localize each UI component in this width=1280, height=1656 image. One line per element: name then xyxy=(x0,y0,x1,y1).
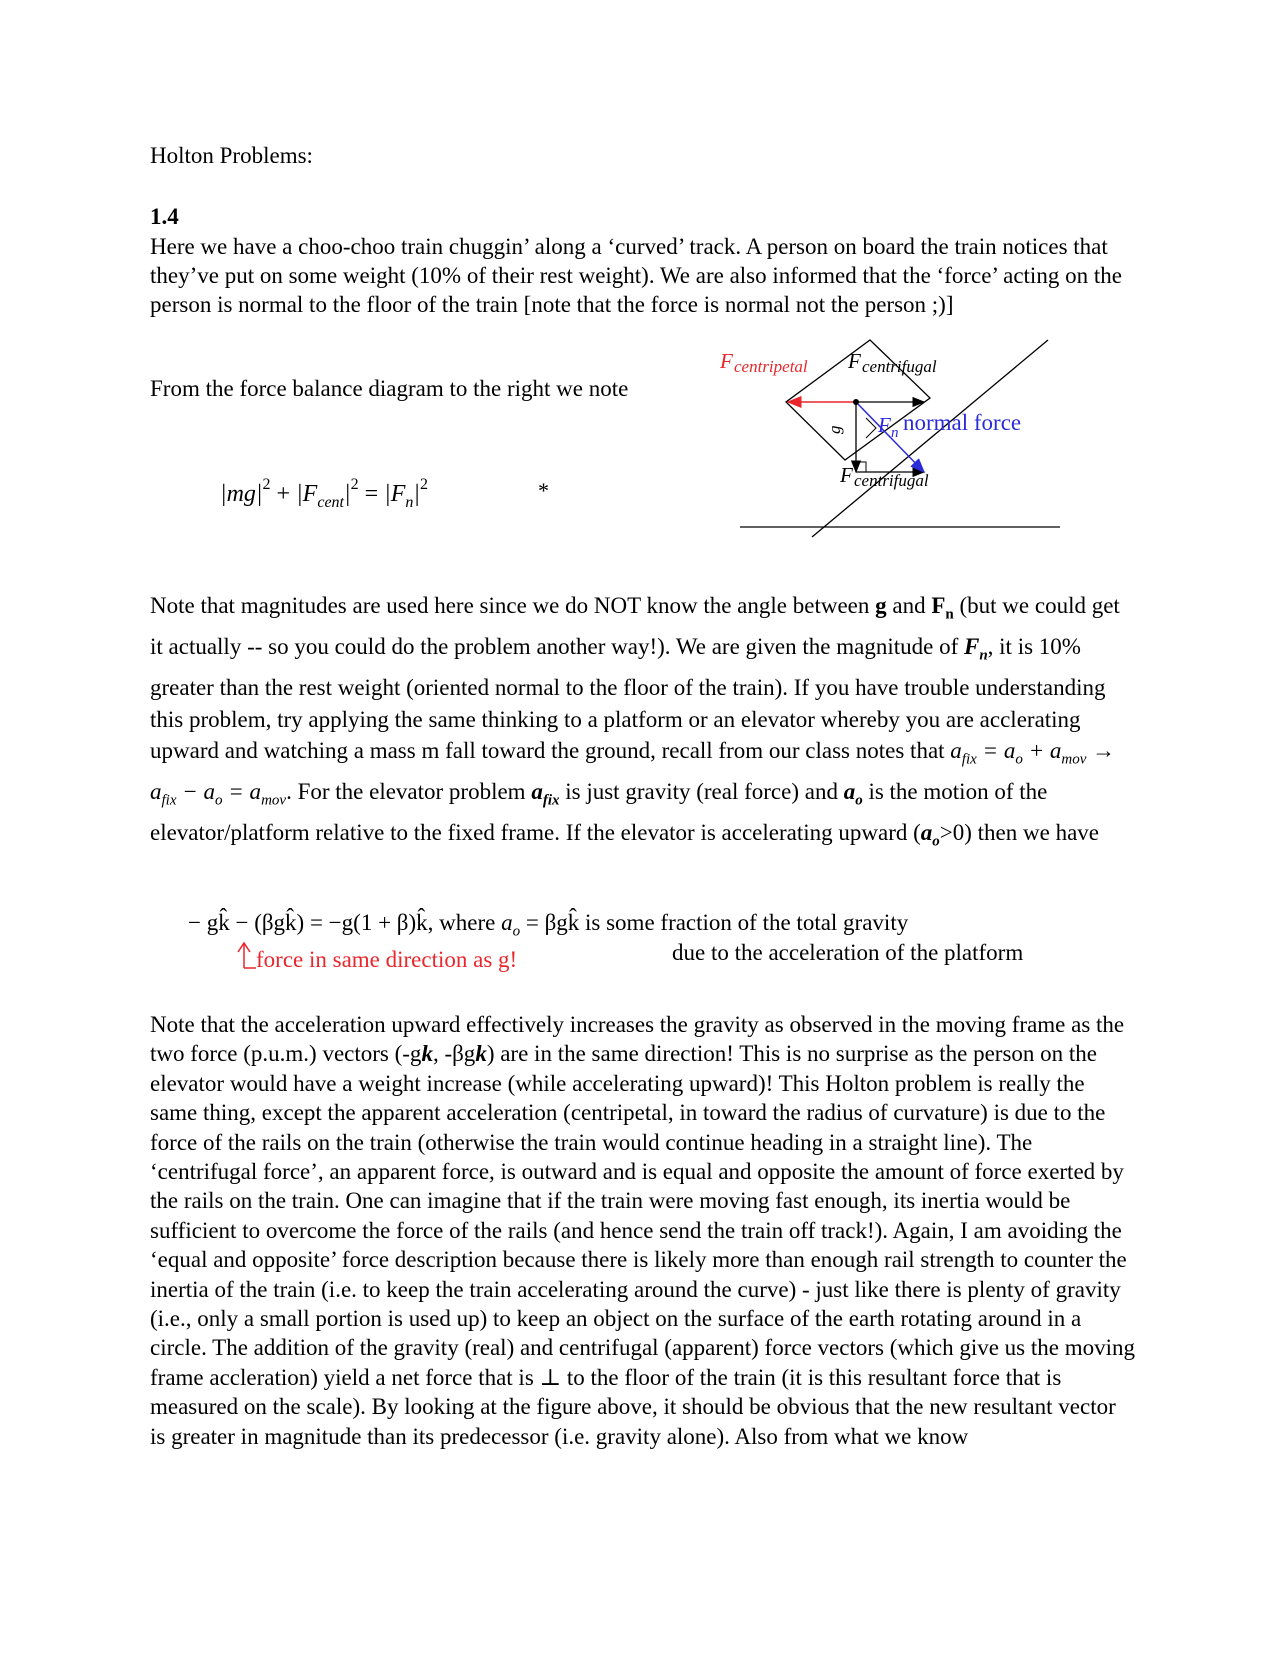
p2-ao-sub: o xyxy=(855,792,863,809)
p3-text-1: Note that the acceleration upward effectively increases the gravity as observed in the moving frame as the two force (p.u.m.) vectors (-g xyxy=(150,1012,1125,1067)
p2-bold-fn: F xyxy=(931,593,946,618)
label-centrifugal-bottom: centrifugal xyxy=(854,471,929,490)
eq2-main: − gk̂ − (βgk̂) = −g(1 + β)k̂, where xyxy=(188,910,502,935)
p2-text-4: . For the elevator problem xyxy=(286,779,532,805)
label-centripetal: centripetal xyxy=(734,357,808,376)
p2-text-and: and xyxy=(886,593,932,618)
label-gravity: g xyxy=(825,425,844,434)
equation-annotation: force in same direction as g! xyxy=(256,947,518,972)
eq1-term-mg: |mg| xyxy=(220,481,263,507)
equation-elevator-line2: due to the acceleration of the platform xyxy=(672,940,1024,965)
eq1-sub-n: n xyxy=(405,494,414,511)
p2-math-amov-sub: mov xyxy=(1061,751,1087,768)
page-heading: Holton Problems: xyxy=(150,143,313,168)
eq2-ao: a xyxy=(501,910,513,935)
p2-text-5: is just gravity (real force) and xyxy=(559,779,844,805)
p2-math-amov2-sub: mov xyxy=(261,792,287,809)
eq1-term-fcent: |F xyxy=(296,481,318,507)
eq1-square-3: 2 xyxy=(420,476,429,493)
p2-math-ao2: − a xyxy=(176,779,216,805)
p2-math-afix-sub: fix xyxy=(961,751,977,768)
label-normal-force: normal force xyxy=(903,410,1022,435)
p3-text-3: ) are in the same direction! This is no surprise as the person on the elevator would have a weight increase (while accelerating upward)! This Holton problem is really the same thing, except the apparent acceleration (centripetal, in toward the radius of curvature) is due to the force of the rails on the train (otherwise the train would continue heading in a straight line). The ‘centrifugal force’, an apparent force, is outward and is equal and opposite the amount of force exerted by the rails on the train. One can imagine that if the train were moving fast enough, its inertia would be sufficient to overcome the force of the rails (and hence send the train off track!). Again, I am avoiding the ‘equal and opposite’ force description because there is likely more than enough rail strength to counter the inertia of the train (i.e. to keep the train accelerating around the curve) - just like there is plenty of gravity (i.e., only a small portion is used up) to keep an object on the surface of the earth rotating around in a circle. The addition of the gravity (real) and centrifugal (apparent) force vectors (which give us the moving frame accleration) yield a net force that is ⊥ to the floor of the train (it is this resultant force that is measured on the scale). By looking at the figure above, it should be obvious that the new resultant vector is greater in magnitude than its predecessor (i.e. gravity alone). Also from what we know xyxy=(150,1041,1135,1449)
p2-math-amov: + a xyxy=(1022,738,1062,764)
equation-elevator xyxy=(188,910,908,941)
label-centrifugal-top: centrifugal xyxy=(862,357,937,376)
equation-marker-star: * xyxy=(538,478,549,503)
label-centripetal-F: F xyxy=(720,349,733,373)
p2-text-3: , it is 10% greater than the rest weight (oriented normal to the floor of the train). If you have trouble understanding this problem, try applying the same thinking to a platform or an elevator whereby you are acclerating upward and watching a mass m fall toward the ground, recall from our class notes that xyxy=(150,634,1106,764)
eq1-square-1: 2 xyxy=(262,476,271,493)
p2-fn2: F xyxy=(963,634,980,660)
p2-ao: a xyxy=(843,779,856,805)
p2-text-7: >0) then we have xyxy=(939,820,1099,846)
p2-math-afix2-sub: fix xyxy=(161,792,177,809)
eq1-plus: + xyxy=(270,481,297,507)
eq1-sub-cent: cent xyxy=(317,494,344,511)
p2-bold-g: g xyxy=(875,593,887,618)
p2-afix: a xyxy=(531,779,543,805)
p2-afix-sub: fix xyxy=(542,792,560,809)
p2-math-afix: a xyxy=(950,738,962,764)
p2-text-2: (but we could get it actually -- so you could do the problem another way!). We are given the magnitude of xyxy=(150,593,1120,660)
pivot-point xyxy=(853,399,859,405)
label-centrifugal-bottom-F: F xyxy=(840,463,853,487)
p2-math-afix2: → a xyxy=(150,738,1116,805)
p2-math-ao2-sub: o xyxy=(215,792,223,809)
eq1-square-2: 2 xyxy=(350,476,359,493)
explanation-paragraph xyxy=(150,590,1130,858)
p2-math-ao: = a xyxy=(976,738,1016,764)
label-centrifugal-top-F: F xyxy=(848,349,861,373)
discussion-paragraph xyxy=(150,1010,1135,1451)
p2-ao2: a xyxy=(920,820,933,846)
eq1-equals: = xyxy=(358,481,385,507)
p2-fn2-sub: n xyxy=(979,647,988,664)
force-balance-diagram xyxy=(700,330,1090,540)
p2-bold-fn-sub: n xyxy=(945,606,954,623)
eq1-term-fn: |F xyxy=(384,481,406,507)
equation-force-balance: $|mg|^2 + |F_{cent}|^2 = |F_n|^2$ xyxy=(220,476,429,511)
p2-math-amov2: = a xyxy=(222,779,262,805)
intro-paragraph: Here we have a choo-choo train chuggin’ along a ‘curved’ track. A person on board the train notices that they’ve put on some weight (10% of their rest weight). We are also informed that the ‘force’ acting on the person is normal to the floor of the train [note that the force is normal not the person ;)] xyxy=(150,234,1122,317)
diagram-lead-text: From the force balance diagram to the right we note xyxy=(150,376,629,401)
p2-math-ao-sub: o xyxy=(1015,751,1023,768)
p2-text-6: is the motion of the elevator/platform relative to the fixed frame. If the elevator is accelerating upward ( xyxy=(150,779,1048,846)
eq2-ao-sub: o xyxy=(512,923,521,940)
label-fn-F: F xyxy=(878,413,891,437)
eq2-rest: = βgk̂ is some fraction of the total gravity xyxy=(520,910,909,935)
p2-text-1: Note that magnitudes are used here since we do NOT know the angle between xyxy=(150,593,876,618)
label-fn-sub: n xyxy=(891,425,899,441)
p3-k2: k xyxy=(475,1041,487,1067)
p3-text-2: , -βg xyxy=(432,1041,476,1067)
p3-k1: k xyxy=(421,1041,433,1067)
problem-number: 1.4 xyxy=(150,204,179,229)
p2-ao2-sub: o xyxy=(932,833,940,850)
